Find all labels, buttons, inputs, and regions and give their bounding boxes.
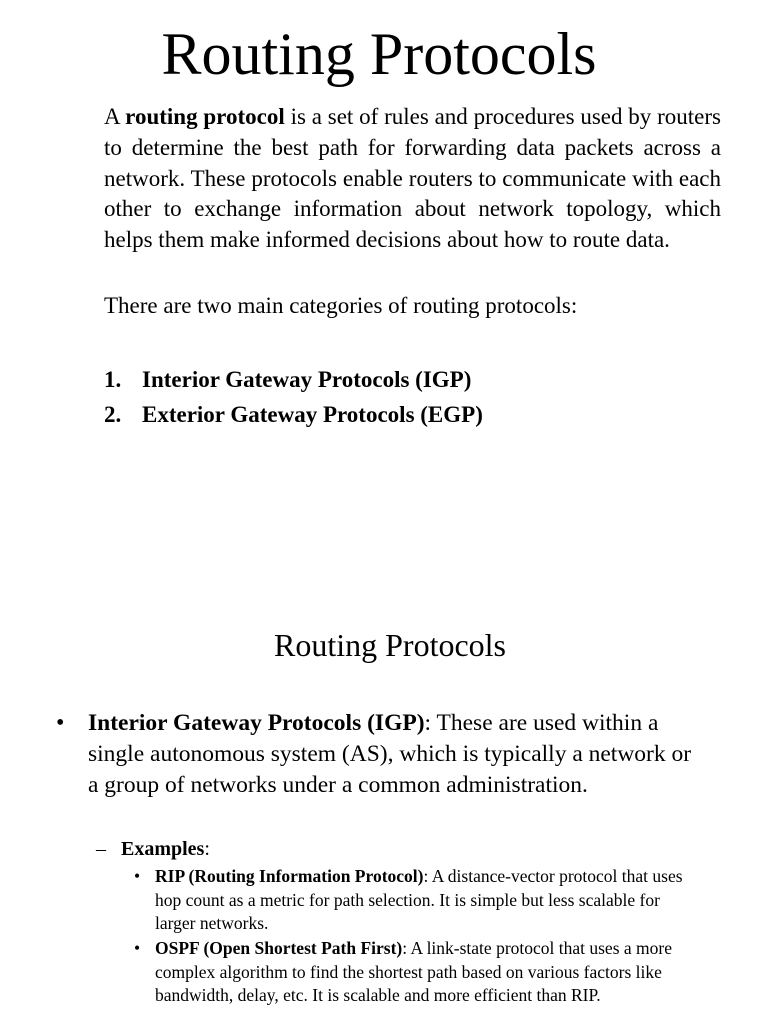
intro-paragraph [104, 102, 721, 256]
protocol-description: : A link-state protocol that uses a more complex algorithm to find the shortest path based on various factors like bandwidth, delay, etc. It is scalable and more efficient than RIP. [155, 938, 672, 1005]
intro-term: routing protocol [125, 104, 285, 129]
list-item-label: Exterior Gateway Protocols (EGP) [142, 402, 483, 427]
examples-colon: : [204, 838, 210, 860]
igp-bullet [56, 708, 706, 801]
intro-body: is a set of rules and procedures used by routers to determine the best path for forwarding data packets across a network. These protocols enable routers to communicate with each other to exchange information about network topology, which helps them make informed decisions about how to route data. [104, 104, 721, 253]
protocol-description: : A distance-vector protocol that uses hop count as a metric for path selection. It is simple but less scalable for larger networks. [155, 866, 683, 933]
intro-prefix: A [104, 104, 126, 129]
igp-term: Interior Gateway Protocols (IGP) [88, 710, 425, 736]
list-number: 2. [104, 402, 122, 427]
list-number: 1. [104, 367, 122, 392]
dash-icon: – [96, 838, 106, 860]
list-item [104, 397, 483, 432]
list-item-label: Interior Gateway Protocols (IGP) [142, 367, 472, 392]
examples-item [96, 836, 210, 862]
categories-list [104, 362, 483, 432]
igp-description: : These are used within a single autonomous system (AS), which is typically a network or a group of networks under a common administration. [88, 710, 692, 798]
list-item [104, 362, 483, 397]
protocol-name: RIP (Routing Information Protocol) [155, 866, 424, 886]
bullet-icon: • [56, 710, 65, 736]
protocol-item-rip [134, 865, 694, 936]
bullet-icon: • [134, 866, 141, 886]
protocol-name: OSPF (Open Shortest Path First) [155, 938, 403, 958]
slide-title: Routing Protocols [161, 21, 597, 87]
examples-label: Examples [121, 838, 205, 860]
protocol-item-ospf [134, 937, 694, 1008]
slide-title-2: Routing Protocols [273, 627, 506, 663]
bullet-icon: • [134, 938, 141, 958]
igp-text [88, 708, 703, 801]
categories-intro: There are two main categories of routing protocols: [104, 293, 578, 318]
